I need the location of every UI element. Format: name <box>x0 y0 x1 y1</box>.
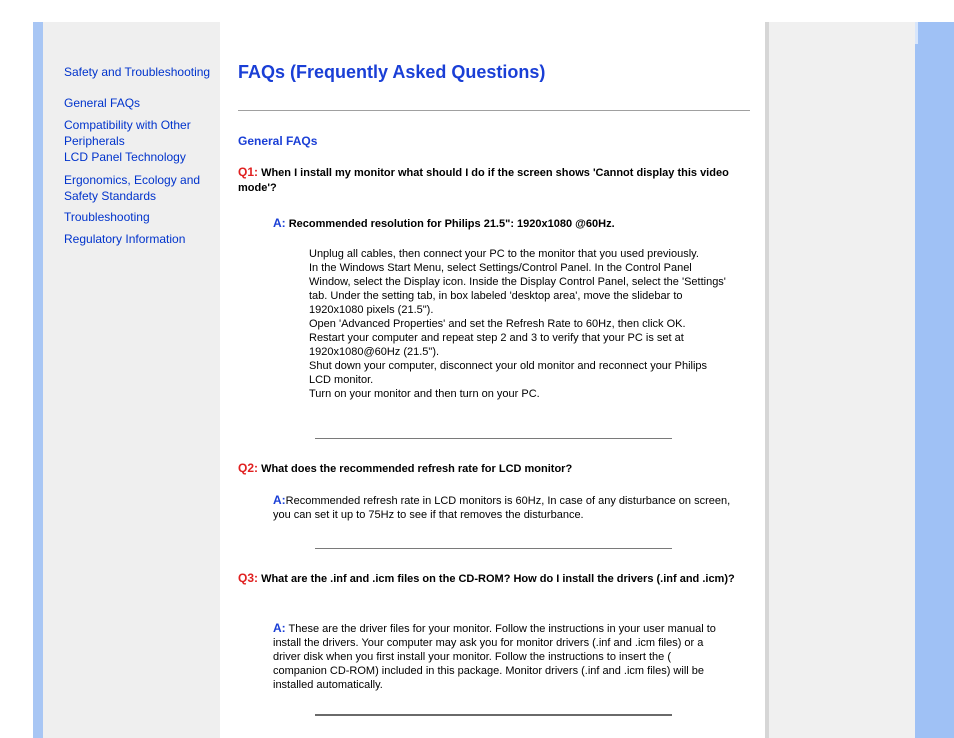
divider-q1 <box>315 438 672 439</box>
answer-3-text: These are the driver files for your monitor. Follow the instructions in your user manual to install the drivers. Your computer may ask you for monitor drivers (.inf and .icm files) or a driver disk when you first install your monitor. Follow the instructions to insert the ( companion CD-ROM) included in this package. Monitor drivers (.inf and .icm files) will be installed automatically. <box>273 623 716 691</box>
list-item: Turn on your monitor and then turn on your PC. <box>309 388 540 400</box>
answer-3-label: A: <box>273 621 286 635</box>
question-1-label: Q1: <box>238 165 259 179</box>
sidebar-link-ergonomics[interactable]: Ergonomics, Ecology and Safety Standards <box>64 173 201 203</box>
sidebar-link-lcd-panel-technology[interactable]: LCD Panel Technology <box>64 150 186 164</box>
section-heading: General FAQs <box>238 134 318 148</box>
divider-q2 <box>315 548 672 549</box>
divider-q3 <box>315 714 672 716</box>
question-3-label: Q3: <box>238 571 259 585</box>
main-content <box>220 22 765 738</box>
right-stripe-highlight <box>915 22 918 44</box>
right-border-stripe <box>915 22 954 738</box>
left-border-stripe <box>33 22 43 738</box>
answer-2 <box>273 493 731 522</box>
question-3-text: What are the .inf and .icm files on the CD-ROM? How do I install the drivers (.inf and .icm)? <box>258 573 735 585</box>
question-1 <box>238 165 738 196</box>
answer-2-text: Recommended refresh rate in LCD monitors is 60Hz, In case of any disturbance on screen, you can set it up to 75Hz to see if that removes the disturbance. <box>273 495 731 521</box>
answer-1 <box>273 216 733 231</box>
title-divider <box>238 110 750 111</box>
list-item: Shut down your computer, disconnect your old monitor and reconnect your Philips LCD monitor. <box>309 360 708 386</box>
answer-1-text: Recommended resolution for Philips 21.5": 1920x1080 @60Hz. <box>285 218 615 230</box>
list-item: Unplug all cables, then connect your PC to the monitor that you used previously. <box>309 248 699 260</box>
right-panel <box>765 22 915 738</box>
list-item: Restart your computer and repeat step 2 and 3 to verify that your PC is set at 1920x1080@60Hz (21.5"). <box>309 332 684 358</box>
question-2 <box>238 461 738 477</box>
answer-1-label: A: <box>273 216 286 230</box>
sidebar-nav <box>43 22 220 738</box>
sidebar-link-compatibility[interactable]: Compatibility with Other Peripherals <box>64 118 191 148</box>
answer-2-label: A: <box>273 493 286 507</box>
sidebar-link-general-faqs[interactable]: General FAQs <box>64 96 141 110</box>
answer-1-steps <box>309 247 729 401</box>
sidebar-link-safety-troubleshooting[interactable]: Safety and Troubleshooting <box>64 65 211 79</box>
sidebar-link-troubleshooting[interactable]: Troubleshooting <box>64 210 150 224</box>
question-2-text: What does the recommended refresh rate for LCD monitor? <box>258 463 573 475</box>
question-2-label: Q2: <box>238 461 259 475</box>
question-1-text: When I install my monitor what should I do if the screen shows 'Cannot display this video mode'? <box>238 167 729 194</box>
answer-3 <box>273 621 725 692</box>
list-item: Open 'Advanced Properties' and set the Refresh Rate to 60Hz, then click OK. <box>309 318 686 330</box>
list-item: In the Windows Start Menu, select Settings/Control Panel. In the Control Panel Window, select the Display icon. Inside the Display Control Panel, select the 'Settings' tab. Under the setting tab, in box labeled 'desktop area', move the slidebar to 1920x1080 pixels (21.5"). <box>309 262 726 316</box>
sidebar-link-regulatory-information[interactable]: Regulatory Information <box>64 232 186 246</box>
right-panel-edge <box>765 22 769 738</box>
page-title: FAQs (Frequently Asked Questions) <box>238 62 546 82</box>
question-3 <box>238 571 738 587</box>
